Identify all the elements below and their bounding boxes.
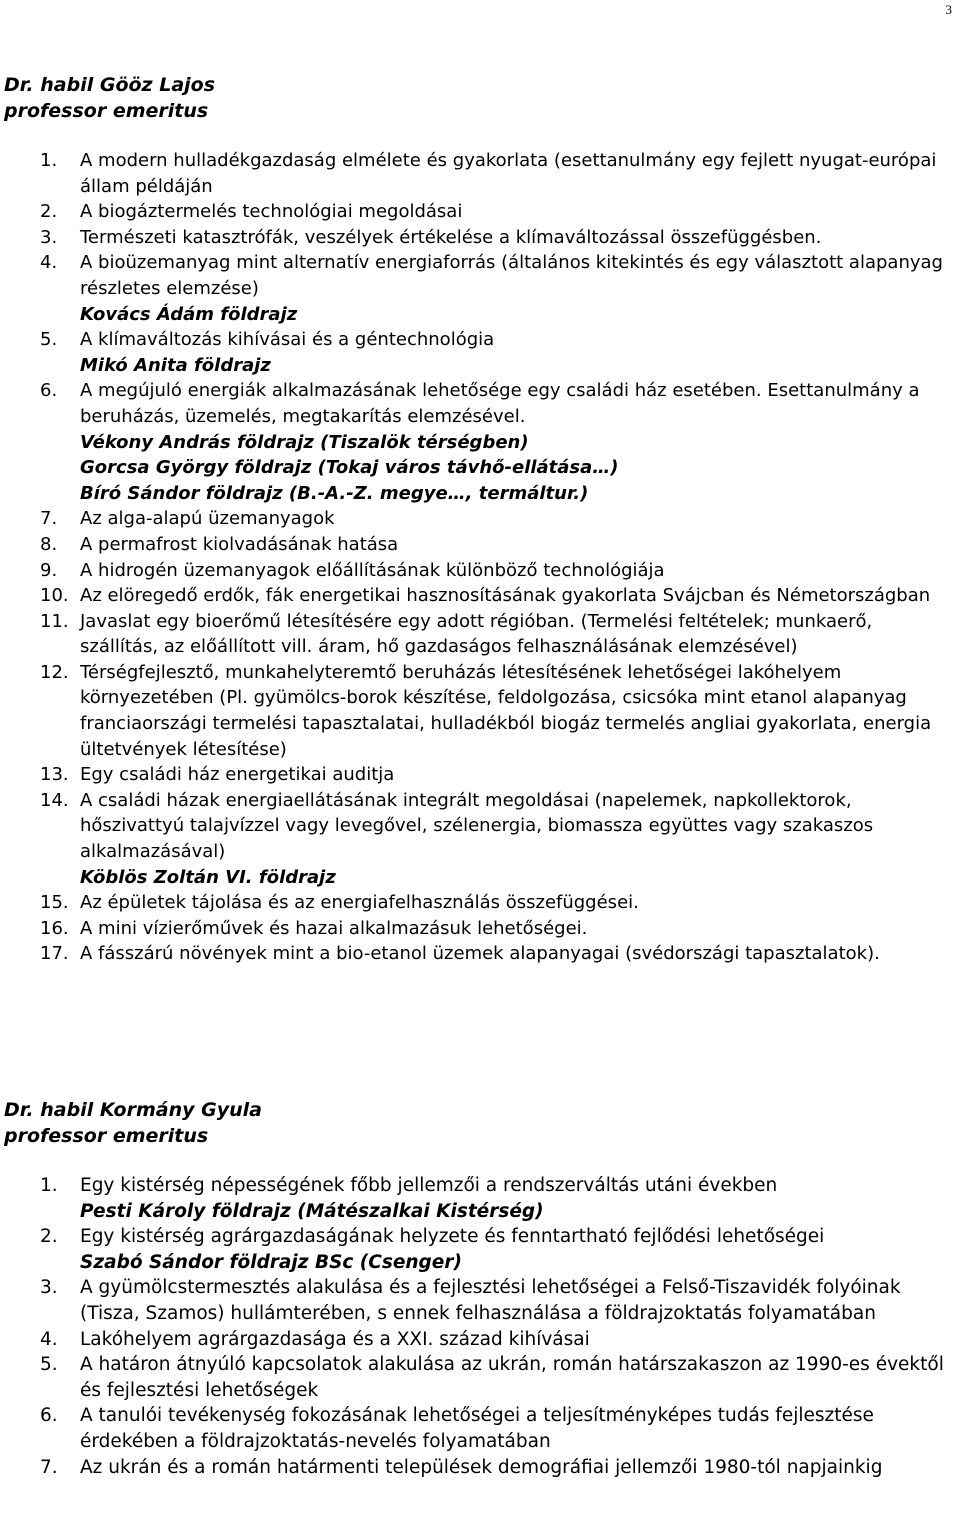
- topic-content: [80, 250, 944, 327]
- supervisor-section-2: [4, 1097, 944, 1480]
- topic-content: [80, 199, 944, 225]
- assigned-student: Kovács Ádám földrajz: [80, 303, 298, 325]
- topic-title: A modern hulladékgazdaság elmélete és gyakorlata (esettanulmány egy fejlett nyugat-európai állam példáján: [80, 150, 937, 197]
- topic-content: [80, 1224, 944, 1275]
- topic-title: A mini vízierőművek és hazai alkalmazásuk lehetőségei.: [80, 917, 588, 939]
- topic-item: [4, 148, 944, 199]
- topic-item: [4, 1455, 944, 1481]
- topic-content: [80, 1275, 944, 1326]
- topic-number: 6.: [40, 380, 58, 402]
- topic-item: [4, 788, 944, 890]
- topic-content: [80, 762, 944, 788]
- topic-number: 5.: [40, 329, 58, 351]
- topic-number: 6.: [40, 1405, 58, 1427]
- topic-title: Természeti katasztrófák, veszélyek értékelése a klímaváltozással összefüggésben.: [80, 226, 822, 248]
- topic-title: Egy családi ház energetikai auditja: [80, 764, 395, 786]
- topic-number: 11.: [40, 610, 69, 632]
- topic-content: [80, 506, 944, 532]
- topic-number: 9.: [40, 559, 58, 581]
- topic-item: [4, 1275, 944, 1326]
- assigned-student: Köblös Zoltán VI. földrajz: [80, 866, 336, 888]
- supervisor-section-1: [4, 72, 944, 967]
- topic-number: 14.: [40, 789, 69, 811]
- topic-number: 1.: [40, 1175, 58, 1196]
- page-number: 3: [945, 2, 952, 17]
- topic-number: 1.: [40, 150, 58, 171]
- supervisor-name: Dr. habil Kormány Gyula: [4, 1099, 262, 1121]
- supervisor-rank: professor emeritus: [4, 1125, 209, 1147]
- topic-number: 7.: [40, 1456, 58, 1478]
- assigned-student: Bíró Sándor földrajz (B.-A.-Z. megye…, termáltur.): [80, 482, 589, 504]
- topic-item: [4, 762, 944, 788]
- topic-item: [4, 199, 944, 225]
- topic-number: 15.: [40, 892, 69, 914]
- topic-item: [4, 660, 944, 762]
- topic-number: 5.: [40, 1354, 58, 1376]
- topic-content: [80, 916, 944, 942]
- topic-item: [4, 250, 944, 327]
- topic-item: [4, 558, 944, 584]
- topic-list: [4, 148, 944, 967]
- topic-content: [80, 1327, 944, 1353]
- topic-number: 12.: [40, 661, 69, 683]
- supervisor-name: Dr. habil Gööz Lajos: [4, 74, 216, 96]
- topic-title: Egy kistérség népességének főbb jellemzői a rendszerváltás utáni években: [80, 1175, 778, 1196]
- topic-title: A tanulói tevékenység fokozásának lehetőségei a teljesítményképes tudás fejlesztése érdekében a földrajzoktatás-nevelés folyamatában: [80, 1405, 874, 1452]
- topic-title: A gyümölcstermesztés alakulása és a fejlesztési lehetőségei a Felső-Tiszavidék folyóinak (Tisza, Szamos) hullámterében, s ennek felhasználása a földrajzoktatás folyamatában: [80, 1277, 901, 1324]
- assigned-student: Szabó Sándor földrajz BSc (Csenger): [80, 1251, 462, 1273]
- topic-title: A klímaváltozás kihívásai és a géntechnológia: [80, 329, 495, 351]
- topic-title: Az épületek tájolása és az energiafelhasználás összefüggései.: [80, 892, 639, 914]
- topic-title: A biogáztermelés technológiai megoldásai: [80, 201, 463, 223]
- topic-title: Térségfejlesztő, munkahelyteremtő beruházás létesítésének lehetőségei lakóhelyem környezetében (Pl. gyümölcs-borok készítése, feldolgozása, csicsóka mint etanol alapanyag franciaországi termelési tapasztalatai, hulladékból biogáz termelés angliai gyakorlata, energia ültetvények létesítése): [80, 661, 932, 760]
- topic-number: 3.: [40, 1277, 58, 1299]
- topic-item: [4, 532, 944, 558]
- topic-item: [4, 1327, 944, 1353]
- topic-item: [4, 1352, 944, 1403]
- topic-item: [4, 916, 944, 942]
- topic-title: A családi házak energiaellátásának integrált megoldásai (napelemek, napkollektorok, hőszivattyú talajvízzel vagy levegővel, szélenergia, biomassza együttes vagy szakaszos alkalmazásával): [80, 789, 874, 863]
- topic-title: A permafrost kiolvadásának hatása: [80, 533, 399, 555]
- topic-content: [80, 1455, 944, 1481]
- topic-content: [80, 1403, 944, 1454]
- topic-title: Az elöregedő erdők, fák energetikai hasznosításának gyakorlata Svájcban és Németországban: [80, 585, 931, 607]
- topic-number: 16.: [40, 917, 69, 939]
- topic-content: [80, 1173, 944, 1224]
- topic-item: [4, 1173, 944, 1224]
- topic-content: [80, 532, 944, 558]
- topic-number: 13.: [40, 764, 69, 786]
- supervisor-rank: professor emeritus: [4, 100, 209, 122]
- topic-title: A bioüzemanyag mint alternatív energiaforrás (általános kitekintés és egy választott alapanyag részletes elemzése): [80, 252, 943, 299]
- topic-content: [80, 583, 944, 609]
- assigned-student: Vékony András földrajz (Tiszalök térségben): [80, 431, 529, 453]
- topic-number: 17.: [40, 943, 69, 965]
- topic-number: 2.: [40, 1226, 58, 1248]
- topic-item: [4, 609, 944, 660]
- topic-content: [80, 788, 944, 890]
- topic-item: [4, 890, 944, 916]
- topic-item: [4, 327, 944, 378]
- topic-content: [80, 1352, 944, 1403]
- topic-number: 7.: [40, 508, 58, 530]
- topic-number: 4.: [40, 1328, 58, 1350]
- topic-item: [4, 378, 944, 506]
- topic-title: Lakóhelyem agrárgazdasága és a XXI. század kihívásai: [80, 1328, 590, 1350]
- topic-title: A határon átnyúló kapcsolatok alakulása az ukrán, román határszakaszon az 1990-es évektől és fejlesztési lehetőségek: [80, 1354, 944, 1401]
- topic-content: [80, 558, 944, 584]
- topic-item: [4, 583, 944, 609]
- topic-number: 2.: [40, 201, 58, 223]
- topic-title: Az ukrán és a román határmenti települések demográfiai jellemzői 1980-tól napjainkig: [80, 1456, 883, 1478]
- topic-item: [4, 225, 944, 251]
- topic-title: A hidrogén üzemanyagok előállításának különböző technológiája: [80, 559, 665, 581]
- topic-content: [80, 378, 944, 506]
- topic-content: [80, 148, 944, 199]
- topic-title: A megújuló energiák alkalmazásának lehetősége egy családi ház esetében. Esettanulmány a beruházás, üzemelés, megtakarítás elemzésével.: [80, 380, 920, 427]
- topic-list: [4, 1173, 944, 1480]
- topic-title: Egy kistérség agrárgazdaságának helyzete és fenntartható fejlődési lehetőségei: [80, 1226, 825, 1248]
- topic-content: [80, 941, 944, 967]
- topic-item: [4, 1224, 944, 1275]
- topic-content: [80, 609, 944, 660]
- assigned-student: Gorcsa György földrajz (Tokaj város távhő-ellátása…): [80, 457, 619, 479]
- topic-title: Javaslat egy bioerőmű létesítésére egy adott régióban. (Termelési feltételek; munkaerő, szállítás, az előállított vill. áram, hő gazdaságos felhasználásának elemzésével): [80, 610, 873, 658]
- topic-title: A fásszárú növények mint a bio-etanol üzemek alapanyagai (svédországi tapasztalatok).: [80, 943, 880, 965]
- topic-item: [4, 1403, 944, 1454]
- topic-content: [80, 660, 944, 762]
- topic-title: Az alga-alapú üzemanyagok: [80, 508, 335, 530]
- topic-content: [80, 327, 944, 378]
- topic-item: [4, 941, 944, 967]
- topic-number: 4.: [40, 252, 58, 274]
- topic-number: 8.: [40, 533, 58, 555]
- topic-content: [80, 225, 944, 251]
- topic-item: [4, 506, 944, 532]
- assigned-student: Mikó Anita földrajz: [80, 354, 271, 376]
- topic-content: [80, 890, 944, 916]
- topic-number: 3.: [40, 226, 58, 248]
- topic-number: 10.: [40, 585, 69, 607]
- assigned-student: Pesti Károly földrajz (Mátészalkai Kistérség): [80, 1200, 544, 1222]
